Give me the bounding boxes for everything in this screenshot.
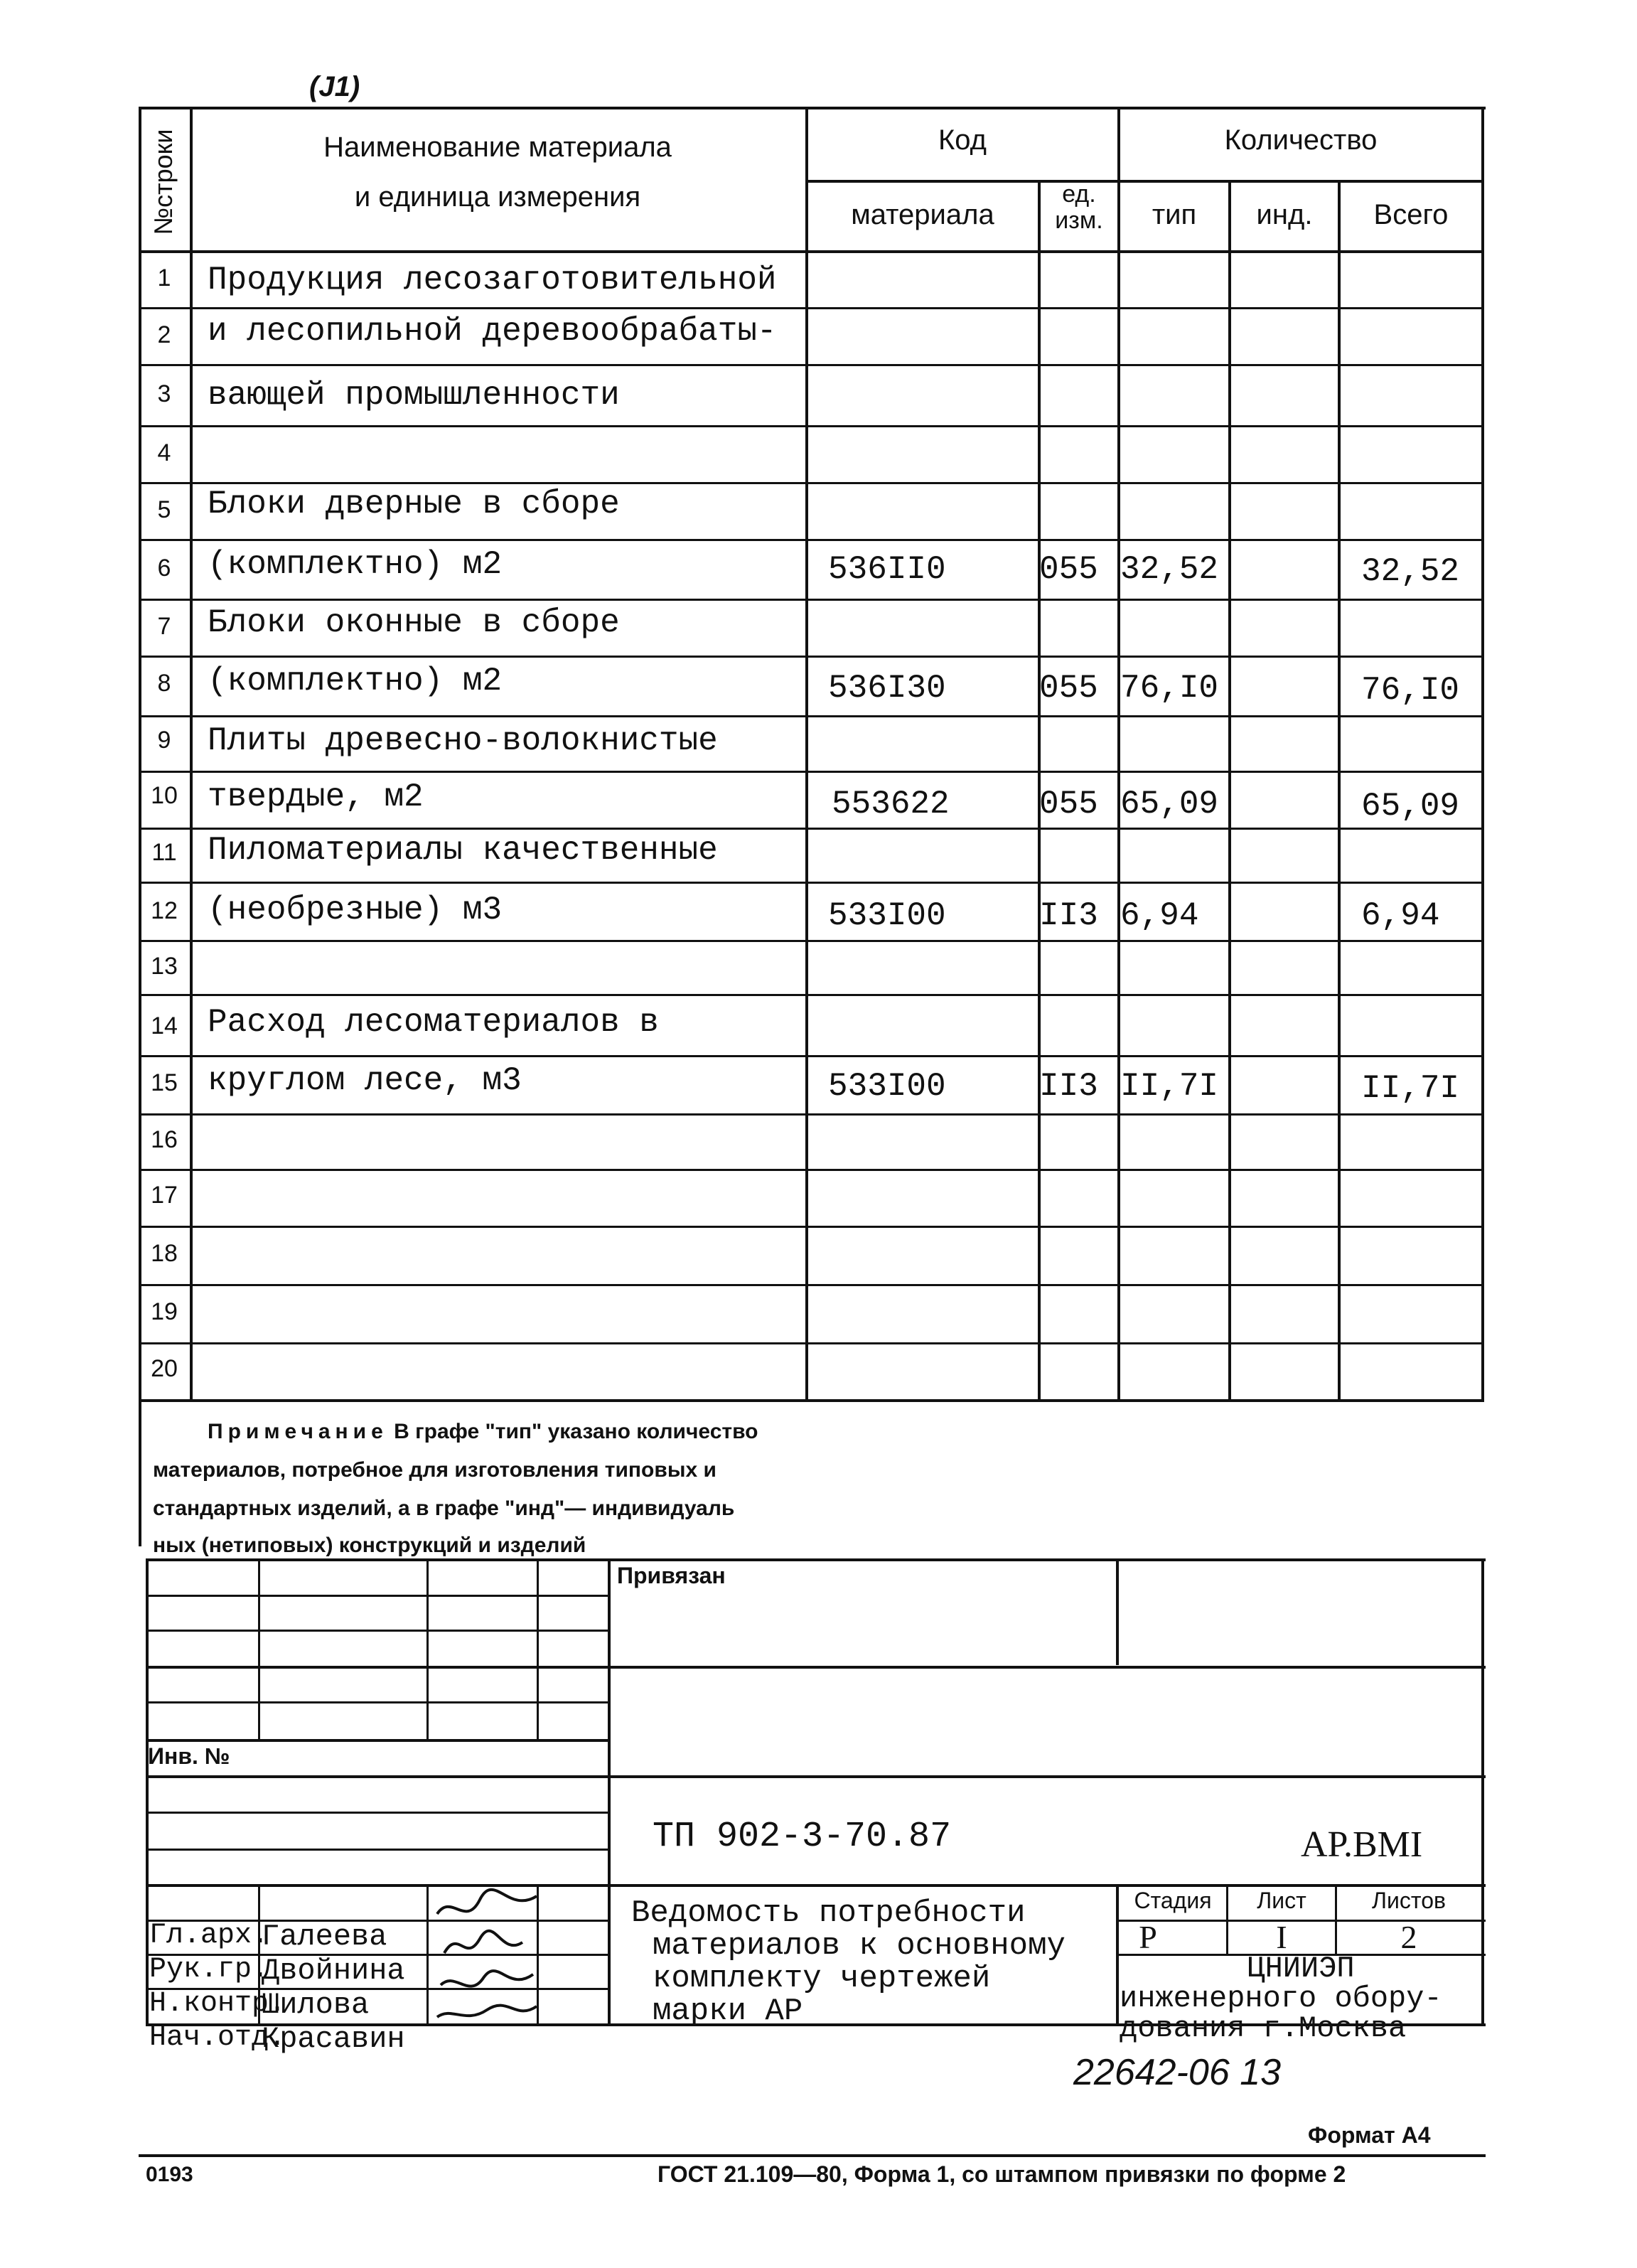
- person-name: Красавин: [262, 2022, 405, 2056]
- row-total: 65,09: [1361, 788, 1460, 825]
- quantity-group-header: Количество: [1224, 124, 1378, 156]
- sheets-label: Листов: [1372, 1888, 1446, 1913]
- inventory-number-label: Инв. №: [148, 1743, 230, 1769]
- title-line: комплекту чертежей: [653, 1961, 991, 1996]
- row-name: и лесопильной деревообрабаты-: [208, 313, 777, 350]
- signature-icon: [430, 1885, 544, 2028]
- row-number: 9: [157, 727, 171, 754]
- row-type: 6,94: [1120, 897, 1199, 934]
- note-title: Примечание: [208, 1420, 388, 1443]
- format-label: Формат А4: [1308, 2122, 1431, 2148]
- row-unit: II3: [1039, 897, 1098, 934]
- top-mark: (J1): [309, 71, 360, 102]
- sheet-mark: АР.ВМI: [1301, 1824, 1423, 1865]
- row-number: 1: [157, 264, 171, 291]
- row-number: 6: [157, 555, 171, 582]
- code-group-header: Код: [938, 124, 987, 156]
- row-number: 2: [157, 321, 171, 348]
- row-type: 32,52: [1120, 551, 1219, 588]
- row-name: Блоки дверные в сборе: [208, 486, 620, 523]
- row-number: 18: [151, 1240, 178, 1267]
- row-code: 553622: [832, 786, 950, 823]
- row-name: Пиломатериалы качественные: [208, 832, 718, 869]
- row-number: 19: [151, 1298, 178, 1325]
- row-unit: 055: [1039, 670, 1098, 707]
- row-number: 12: [151, 897, 178, 924]
- row-name: вающей промышленности: [208, 377, 620, 414]
- stage-label: Стадия: [1134, 1888, 1212, 1913]
- row-unit: II3: [1039, 1068, 1098, 1105]
- row-number: 8: [157, 670, 171, 697]
- row-total: 6,94: [1361, 897, 1440, 934]
- gost-reference: ГОСТ 21.109—80, Форма 1, со штампом привязки по форме 2: [658, 2161, 1346, 2187]
- row-number: 3: [157, 380, 171, 407]
- row-number: 14: [151, 1012, 178, 1039]
- footer-left-code: 0193: [146, 2163, 193, 2186]
- row-name: Расход лесоматериалов в: [208, 1004, 659, 1041]
- organization: [1120, 1954, 1482, 2043]
- row-name: (комплектно) м2: [208, 663, 503, 700]
- document-title: [631, 1897, 1066, 2028]
- role-label: Н.контр.: [149, 1988, 286, 2020]
- row-number: 17: [151, 1182, 178, 1209]
- row-number: 4: [157, 439, 171, 466]
- row-code: 533I00: [828, 897, 946, 934]
- row-total: II,7I: [1361, 1070, 1460, 1107]
- qty-ind-header: инд.: [1256, 199, 1313, 230]
- row-name: Плиты древесно-волокнистые: [208, 722, 718, 759]
- sheet-label: Лист: [1257, 1888, 1306, 1913]
- row-type: 65,09: [1120, 786, 1219, 823]
- note-line3: стандартных изделий, а в графе "инд"— индивидуаль: [153, 1497, 735, 1520]
- row-unit: 055: [1039, 786, 1098, 823]
- row-number: 11: [151, 839, 177, 866]
- person-name: Двойнина: [262, 1954, 405, 1988]
- org-line: дования г.Москва: [1120, 2011, 1407, 2045]
- row-number: 5: [157, 496, 171, 523]
- note-line4: ных (нетиповых) конструкций и изделий: [153, 1534, 586, 1557]
- person-name: Шилова: [262, 1988, 370, 2022]
- code-unit-header: ед. изм.: [1055, 181, 1103, 235]
- row-name: Блоки оконные в сборе: [208, 604, 620, 641]
- note-line1: В графе "тип" указано количество: [387, 1420, 758, 1443]
- row-unit: 055: [1039, 551, 1098, 588]
- qty-type-header: тип: [1152, 199, 1197, 230]
- bound-label: Привязан: [617, 1563, 726, 1588]
- name-column-header-line2: и единица измерения: [354, 181, 641, 213]
- row-code: 533I00: [828, 1068, 946, 1105]
- person-name: Галеева: [262, 1920, 387, 1954]
- title-line: материалов к основному: [653, 1928, 1066, 1964]
- row-type: 76,I0: [1120, 670, 1219, 707]
- row-number: 15: [151, 1069, 178, 1096]
- row-total: 76,I0: [1361, 672, 1460, 709]
- row-type: II,7I: [1120, 1068, 1219, 1105]
- row-number-header: №строки: [149, 129, 178, 235]
- role-label: Гл.арх.: [149, 1920, 269, 1952]
- footer-rule: [139, 2154, 1486, 2157]
- org-line: инженерного обору-: [1120, 1981, 1442, 2016]
- row-number: 7: [157, 613, 171, 640]
- project-code: ТП 902-3-70.87: [653, 1817, 952, 1857]
- qty-total-header: Всего: [1373, 199, 1449, 230]
- role-label: Нач.отд.: [149, 2022, 286, 2054]
- row-number: 13: [151, 953, 178, 980]
- row-name: твердые, м2: [208, 779, 424, 815]
- role-label: Рук.гр.: [149, 1954, 269, 1986]
- row-number: 20: [151, 1355, 178, 1382]
- name-column-header-line1: Наименование материала: [323, 132, 672, 163]
- title-line: марки АР: [653, 1994, 803, 2029]
- row-code: 536I30: [828, 670, 946, 707]
- org-line: ЦНИИЭП: [1247, 1952, 1355, 1986]
- row-name: круглом лесе, м3: [208, 1062, 522, 1099]
- row-code: 536II0: [828, 551, 946, 588]
- sheets-value: 2: [1400, 1919, 1417, 1955]
- row-total: 32,52: [1361, 553, 1460, 590]
- row-name: (комплектно) м2: [208, 546, 503, 583]
- row-number: 16: [151, 1126, 178, 1153]
- note-line2: материалов, потребное для изготовления типовых и: [153, 1458, 716, 1482]
- title-line: Ведомость потребности: [631, 1895, 1026, 1931]
- sheet-value: I: [1276, 1919, 1287, 1955]
- row-name: (необрезные) м3: [208, 892, 503, 929]
- row-name: Продукция лесозаготовительной: [208, 262, 777, 299]
- handwritten-document-number: 22642-06 13: [1073, 2052, 1282, 2093]
- code-material-header: материала: [851, 199, 994, 230]
- row-number: 10: [151, 782, 178, 809]
- stage-value: Р: [1139, 1919, 1157, 1955]
